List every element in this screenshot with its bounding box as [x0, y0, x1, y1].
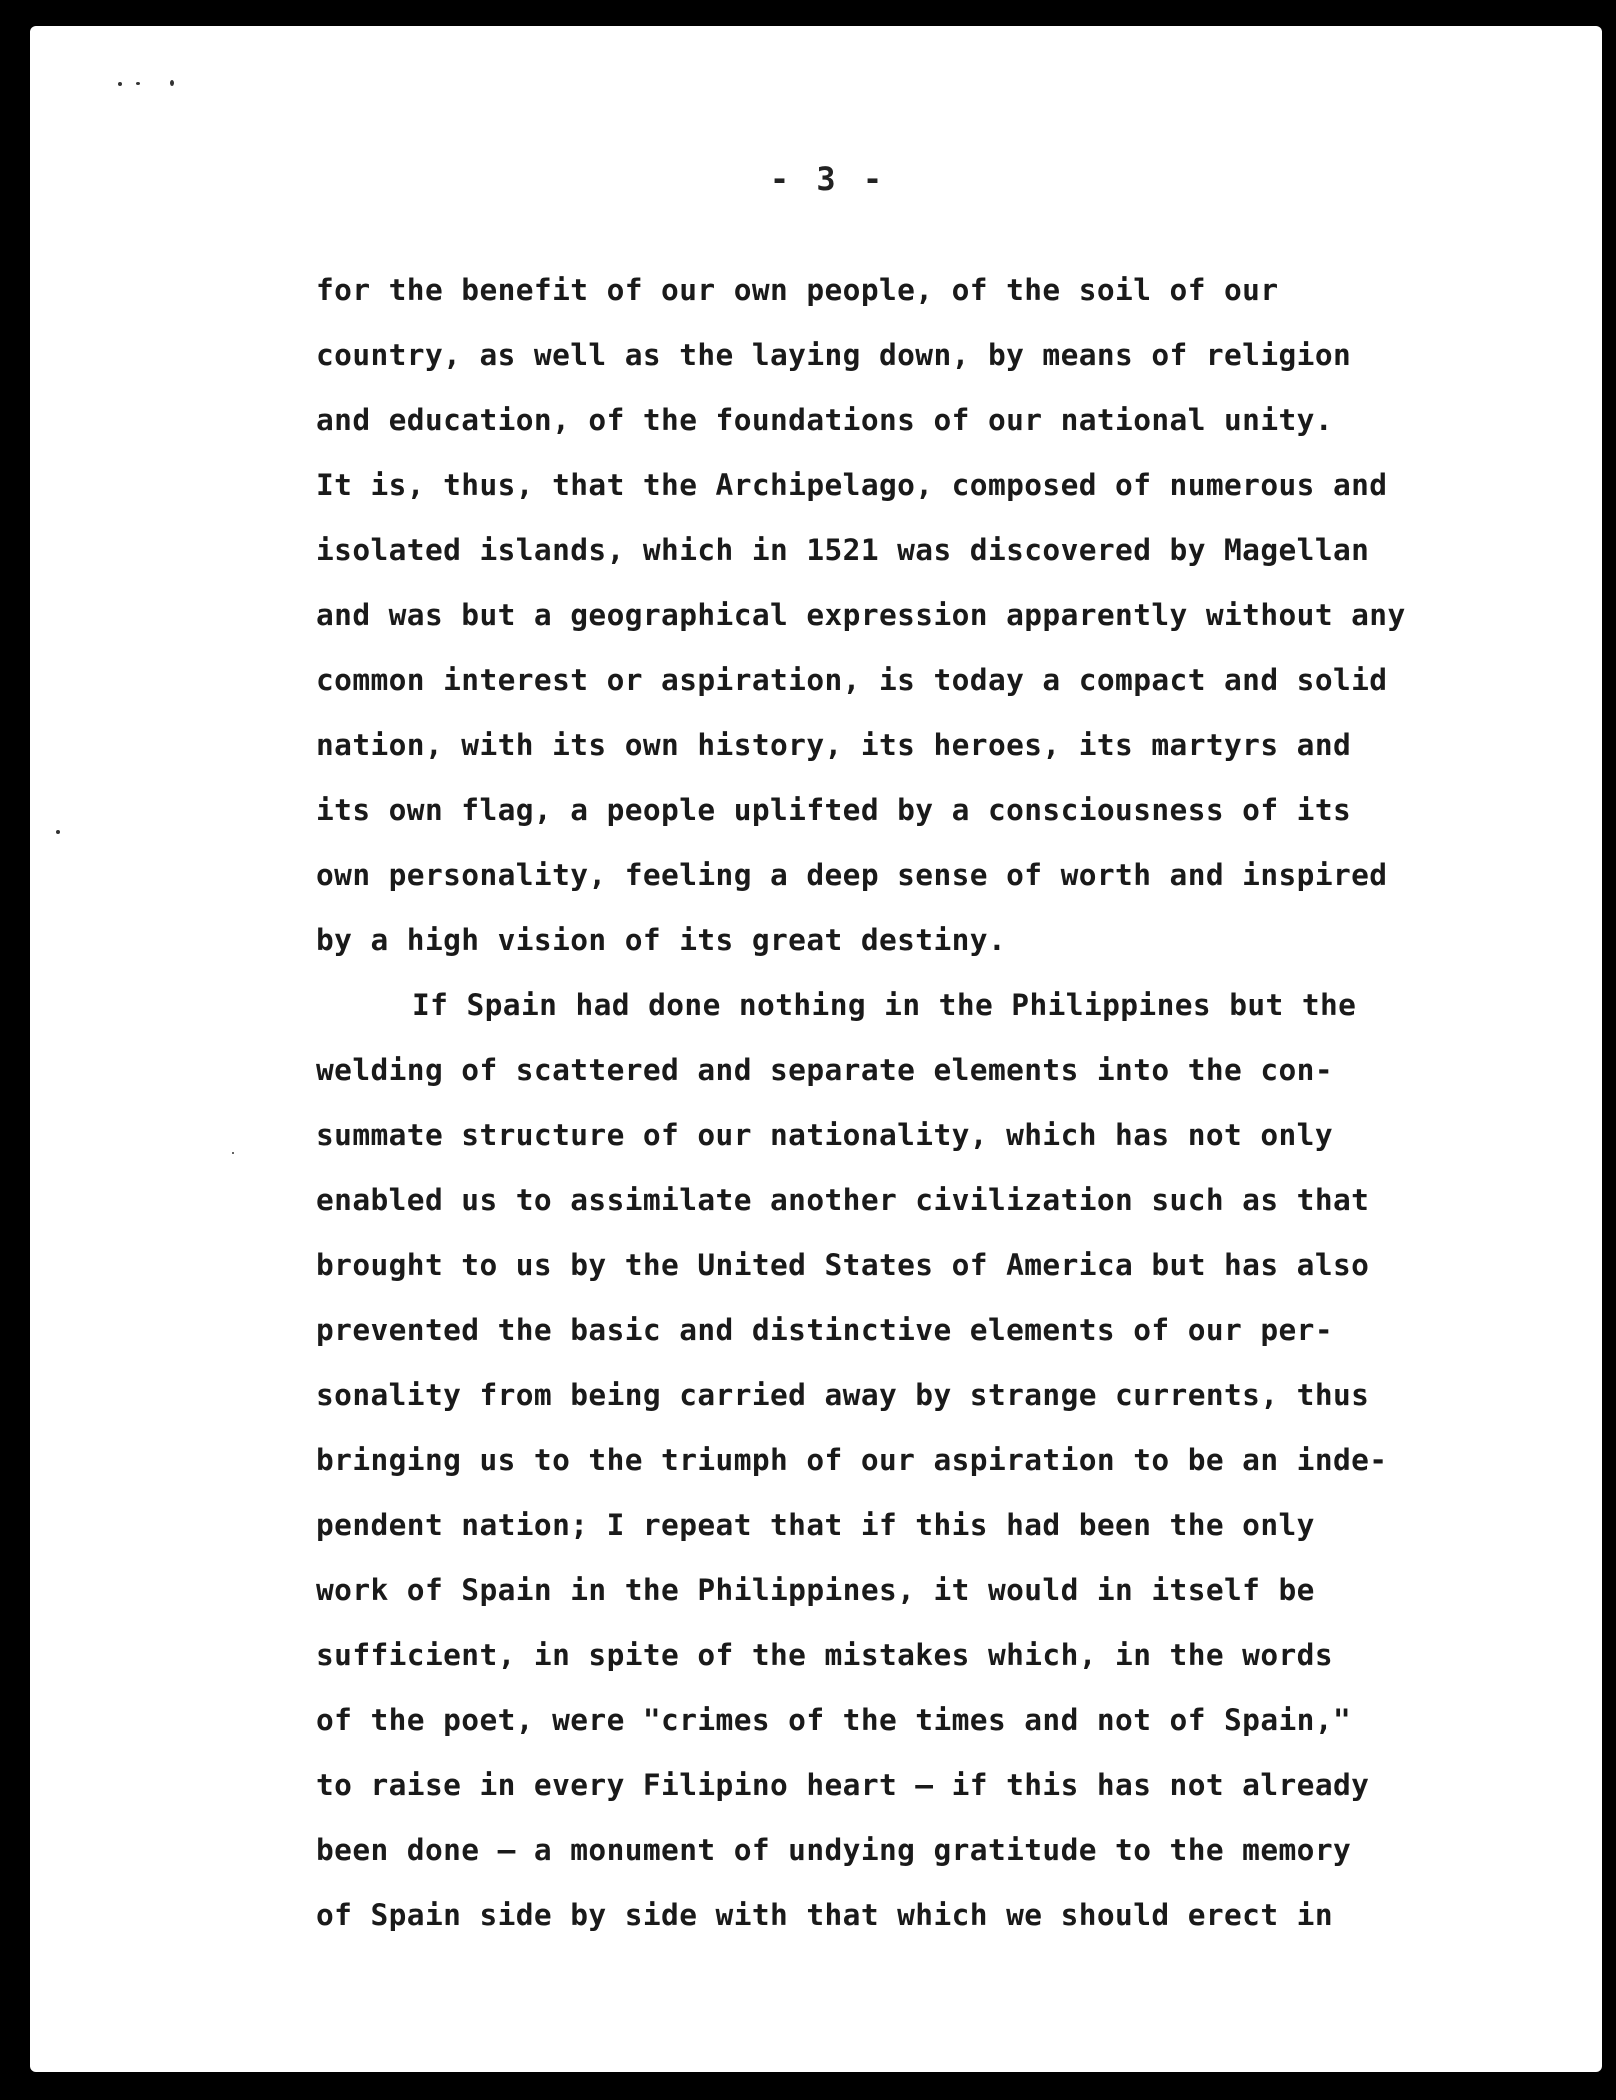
ink-speck [136, 82, 140, 85]
text-line: bringing us to the triumph of our aspiration to be an inde- [316, 1443, 1388, 1477]
ink-speck [170, 80, 174, 86]
text-line: of Spain side by side with that which we should erect in [316, 1898, 1333, 1932]
text-line: isolated islands, which in 1521 was discovered by Magellan [316, 533, 1370, 567]
text-line: prevented the basic and distinctive elements of our per- [316, 1313, 1333, 1347]
ink-speck [232, 1152, 234, 1154]
text-line: own personality, feeling a deep sense of worth and inspired [316, 858, 1388, 892]
text-line: welding of scattered and separate elements into the con- [316, 1053, 1333, 1087]
paragraph-start-line: If Spain had done nothing in the Philippines but the [412, 988, 1357, 1022]
text-line: and education, of the foundations of our national unity. [316, 403, 1333, 437]
text-line: enabled us to assimilate another civilization such as that [316, 1183, 1370, 1217]
text-line: brought to us by the United States of America but has also [316, 1248, 1370, 1282]
text-line: common interest or aspiration, is today a compact and solid [316, 663, 1388, 697]
text-line: sonality from being carried away by strange currents, thus [316, 1378, 1370, 1412]
page-number: - 3 - [769, 160, 887, 198]
text-line: work of Spain in the Philippines, it would in itself be [316, 1573, 1315, 1607]
ink-speck [56, 830, 60, 834]
text-line: for the benefit of our own people, of the soil of our [316, 273, 1279, 307]
text-line: nation, with its own history, its heroes, its martyrs and [316, 728, 1352, 762]
text-line: been done — a monument of undying gratitude to the memory [316, 1833, 1352, 1867]
text-line: and was but a geographical expression apparently without any [316, 598, 1406, 632]
text-line: by a high vision of its great destiny. [316, 923, 1007, 957]
text-line: to raise in every Filipino heart — if this has not already [316, 1768, 1370, 1802]
text-line: It is, thus, that the Archipelago, composed of numerous and [316, 468, 1388, 502]
text-line: its own flag, a people uplifted by a consciousness of its [316, 793, 1352, 827]
text-line: summate structure of our nationality, which has not only [316, 1118, 1333, 1152]
text-line: sufficient, in spite of the mistakes which, in the words [316, 1638, 1333, 1672]
text-line: country, as well as the laying down, by means of religion [316, 338, 1352, 372]
text-line: of the poet, were "crimes of the times and not of Spain," [316, 1703, 1352, 1737]
text-line: pendent nation; I repeat that if this had been the only [316, 1508, 1315, 1542]
body-text [316, 258, 1496, 1948]
ink-speck [118, 82, 122, 86]
